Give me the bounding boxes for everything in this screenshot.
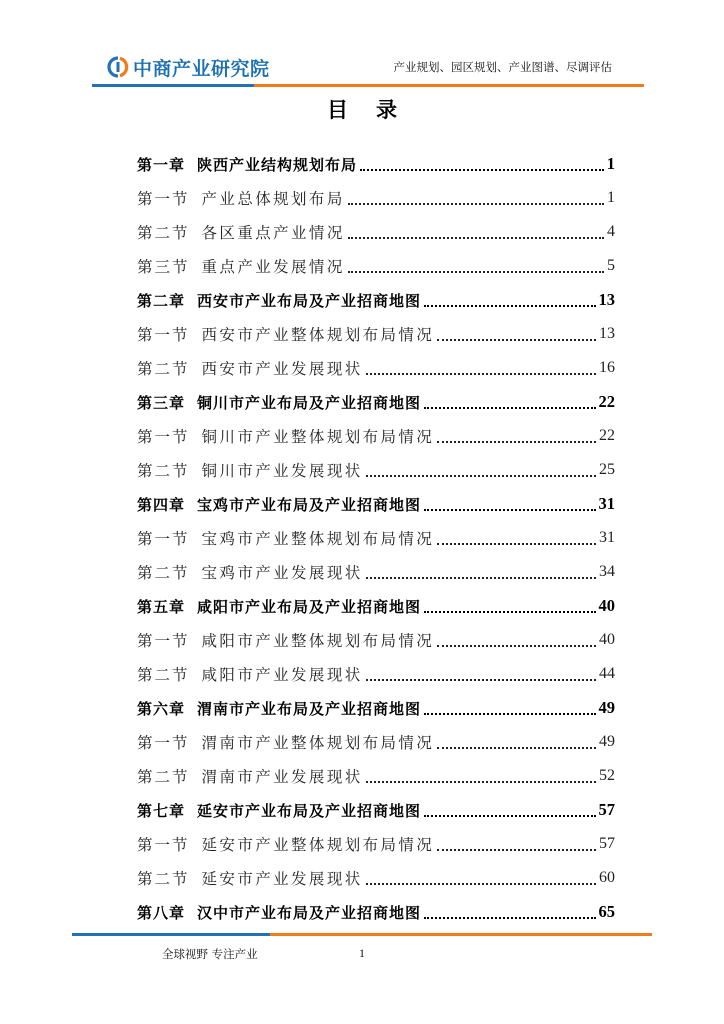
footer-rule-orange <box>270 933 652 936</box>
toc-entry-page: 13 <box>599 325 615 342</box>
toc-chapter-entry[interactable] <box>137 147 615 181</box>
toc-section-entry[interactable] <box>137 555 615 589</box>
toc-heading: 目录 <box>327 98 425 122</box>
table-of-contents <box>137 147 615 929</box>
toc-entry-title: 汉中市产业布局及产业招商地图 <box>197 903 422 922</box>
toc-entry-number: 第一节 <box>137 632 190 650</box>
footer-page-number: 1 <box>359 946 365 960</box>
toc-entry-number: 第一节 <box>137 530 190 548</box>
toc-section-entry[interactable] <box>137 181 615 215</box>
toc-entry-page: 34 <box>599 563 615 580</box>
toc-entry-page: 13 <box>598 290 615 309</box>
page-header <box>0 0 724 90</box>
toc-entry-number: 第二节 <box>137 768 190 786</box>
toc-section-entry[interactable] <box>137 759 615 793</box>
toc-entry-page: 52 <box>599 767 615 784</box>
toc-entry-number: 第一节 <box>137 734 190 752</box>
toc-entry-number: 第一章 <box>137 155 186 174</box>
toc-dot-leader <box>348 237 604 239</box>
toc-entry-title: 宝鸡市产业整体规划布局情况 <box>201 530 435 548</box>
toc-dot-leader <box>366 475 596 477</box>
toc-entry-title: 铜川市产业整体规划布局情况 <box>201 428 435 446</box>
toc-entry-number: 第七章 <box>137 801 186 820</box>
toc-chapter-entry[interactable] <box>137 793 615 827</box>
header-tagline: 产业规划、园区规划、产业图谱、尽调评估 <box>393 60 612 74</box>
company-logo <box>107 53 270 81</box>
toc-dot-leader <box>424 407 595 409</box>
toc-section-entry[interactable] <box>137 249 615 283</box>
toc-section-entry[interactable] <box>137 827 615 861</box>
toc-entry-page: 57 <box>599 835 615 852</box>
toc-entry-title: 咸阳市产业布局及产业招商地图 <box>197 597 422 616</box>
toc-dot-leader <box>437 747 596 749</box>
toc-chapter-entry[interactable] <box>137 385 615 419</box>
toc-entry-number: 第一节 <box>137 190 190 208</box>
toc-entry-title: 各区重点产业情况 <box>201 224 345 242</box>
toc-dot-leader <box>437 543 596 545</box>
toc-dot-leader <box>366 679 596 681</box>
toc-entry-title: 延安市产业发展现状 <box>201 870 363 888</box>
footer-rule-blue <box>72 933 270 936</box>
toc-entry-number: 第一节 <box>137 326 190 344</box>
toc-dot-leader <box>424 917 595 919</box>
toc-chapter-entry[interactable] <box>137 589 615 623</box>
toc-entry-page: 31 <box>599 529 615 546</box>
toc-dot-leader <box>348 271 604 273</box>
toc-section-entry[interactable] <box>137 453 615 487</box>
toc-entry-title: 西安市产业发展现状 <box>201 360 363 378</box>
toc-dot-leader <box>437 339 596 341</box>
toc-entry-title: 铜川市产业布局及产业招商地图 <box>197 393 422 412</box>
toc-entry-title: 铜川市产业发展现状 <box>201 462 363 480</box>
toc-dot-leader <box>366 883 596 885</box>
toc-entry-page: 22 <box>598 392 615 411</box>
toc-dot-leader <box>366 373 596 375</box>
toc-entry-page: 49 <box>599 733 615 750</box>
toc-entry-title: 渭南市产业布局及产业招商地图 <box>197 699 422 718</box>
toc-entry-title: 西安市产业整体规划布局情况 <box>201 326 435 344</box>
toc-entry-number: 第二节 <box>137 360 190 378</box>
toc-chapter-entry[interactable] <box>137 283 615 317</box>
logo-text: 中商产业研究院 <box>133 57 270 80</box>
toc-entry-title: 咸阳市产业整体规划布局情况 <box>201 632 435 650</box>
toc-dot-leader <box>437 441 596 443</box>
toc-entry-title: 宝鸡市产业发展现状 <box>201 564 363 582</box>
toc-section-entry[interactable] <box>137 419 615 453</box>
toc-entry-number: 第二节 <box>137 462 190 480</box>
toc-entry-title: 陕西产业结构规划布局 <box>197 155 358 174</box>
toc-entry-number: 第二节 <box>137 870 190 888</box>
toc-entry-number: 第二节 <box>137 666 190 684</box>
toc-entry-number: 第一节 <box>137 836 190 854</box>
toc-dot-leader <box>424 509 595 511</box>
toc-dot-leader <box>424 713 595 715</box>
toc-entry-title: 西安市产业布局及产业招商地图 <box>197 291 422 310</box>
toc-entry-page: 65 <box>598 902 615 921</box>
toc-dot-leader <box>360 169 604 171</box>
toc-entry-page: 1 <box>606 154 615 173</box>
toc-entry-number: 第四章 <box>137 495 186 514</box>
toc-entry-title: 延安市产业整体规划布局情况 <box>201 836 435 854</box>
toc-entry-number: 第六章 <box>137 699 186 718</box>
toc-entry-page: 1 <box>607 189 615 206</box>
header-rule-orange <box>254 84 644 87</box>
toc-entry-title: 渭南市产业发展现状 <box>201 768 363 786</box>
toc-entry-number: 第二节 <box>137 224 190 242</box>
toc-entry-title: 重点产业发展情况 <box>201 258 345 276</box>
header-rule-blue <box>92 84 254 87</box>
toc-entry-number: 第二节 <box>137 564 190 582</box>
toc-entry-page: 5 <box>607 257 615 274</box>
footer-slogan: 全球视野 专注产业 <box>162 947 258 961</box>
toc-section-entry[interactable] <box>137 861 615 895</box>
toc-section-entry[interactable] <box>137 215 615 249</box>
toc-section-entry[interactable] <box>137 521 615 555</box>
toc-entry-page: 60 <box>599 869 615 886</box>
logo-mark-icon <box>107 56 129 78</box>
toc-section-entry[interactable] <box>137 623 615 657</box>
toc-dot-leader <box>437 645 596 647</box>
toc-chapter-entry[interactable] <box>137 895 615 929</box>
toc-dot-leader <box>424 815 595 817</box>
toc-entry-number: 第八章 <box>137 903 186 922</box>
toc-entry-page: 57 <box>598 800 615 819</box>
toc-dot-leader <box>348 203 604 205</box>
toc-entry-title: 咸阳市产业发展现状 <box>201 666 363 684</box>
toc-entry-page: 49 <box>598 698 615 717</box>
toc-dot-leader <box>366 781 596 783</box>
toc-entry-page: 44 <box>599 665 615 682</box>
toc-entry-number: 第三节 <box>137 258 190 276</box>
toc-dot-leader <box>366 577 596 579</box>
toc-entry-title: 延安市产业布局及产业招商地图 <box>197 801 422 820</box>
toc-entry-title: 宝鸡市产业布局及产业招商地图 <box>197 495 422 514</box>
toc-entry-title: 渭南市产业整体规划布局情况 <box>201 734 435 752</box>
toc-section-entry[interactable] <box>137 317 615 351</box>
toc-entry-title: 产业总体规划布局 <box>201 190 345 208</box>
toc-dot-leader <box>437 849 596 851</box>
toc-entry-page: 22 <box>599 427 615 444</box>
toc-entry-page: 16 <box>599 359 615 376</box>
toc-entry-number: 第五章 <box>137 597 186 616</box>
toc-entry-page: 25 <box>599 461 615 478</box>
toc-chapter-entry[interactable] <box>137 691 615 725</box>
toc-entry-number: 第一节 <box>137 428 190 446</box>
toc-section-entry[interactable] <box>137 725 615 759</box>
toc-entry-page: 4 <box>607 223 615 240</box>
toc-section-entry[interactable] <box>137 657 615 691</box>
toc-entry-number: 第二章 <box>137 291 186 310</box>
toc-chapter-entry[interactable] <box>137 487 615 521</box>
toc-entry-page: 31 <box>598 494 615 513</box>
toc-entry-number: 第三章 <box>137 393 186 412</box>
toc-dot-leader <box>424 305 595 307</box>
toc-entry-page: 40 <box>598 596 615 615</box>
toc-dot-leader <box>424 611 595 613</box>
toc-section-entry[interactable] <box>137 351 615 385</box>
toc-entry-page: 40 <box>599 631 615 648</box>
